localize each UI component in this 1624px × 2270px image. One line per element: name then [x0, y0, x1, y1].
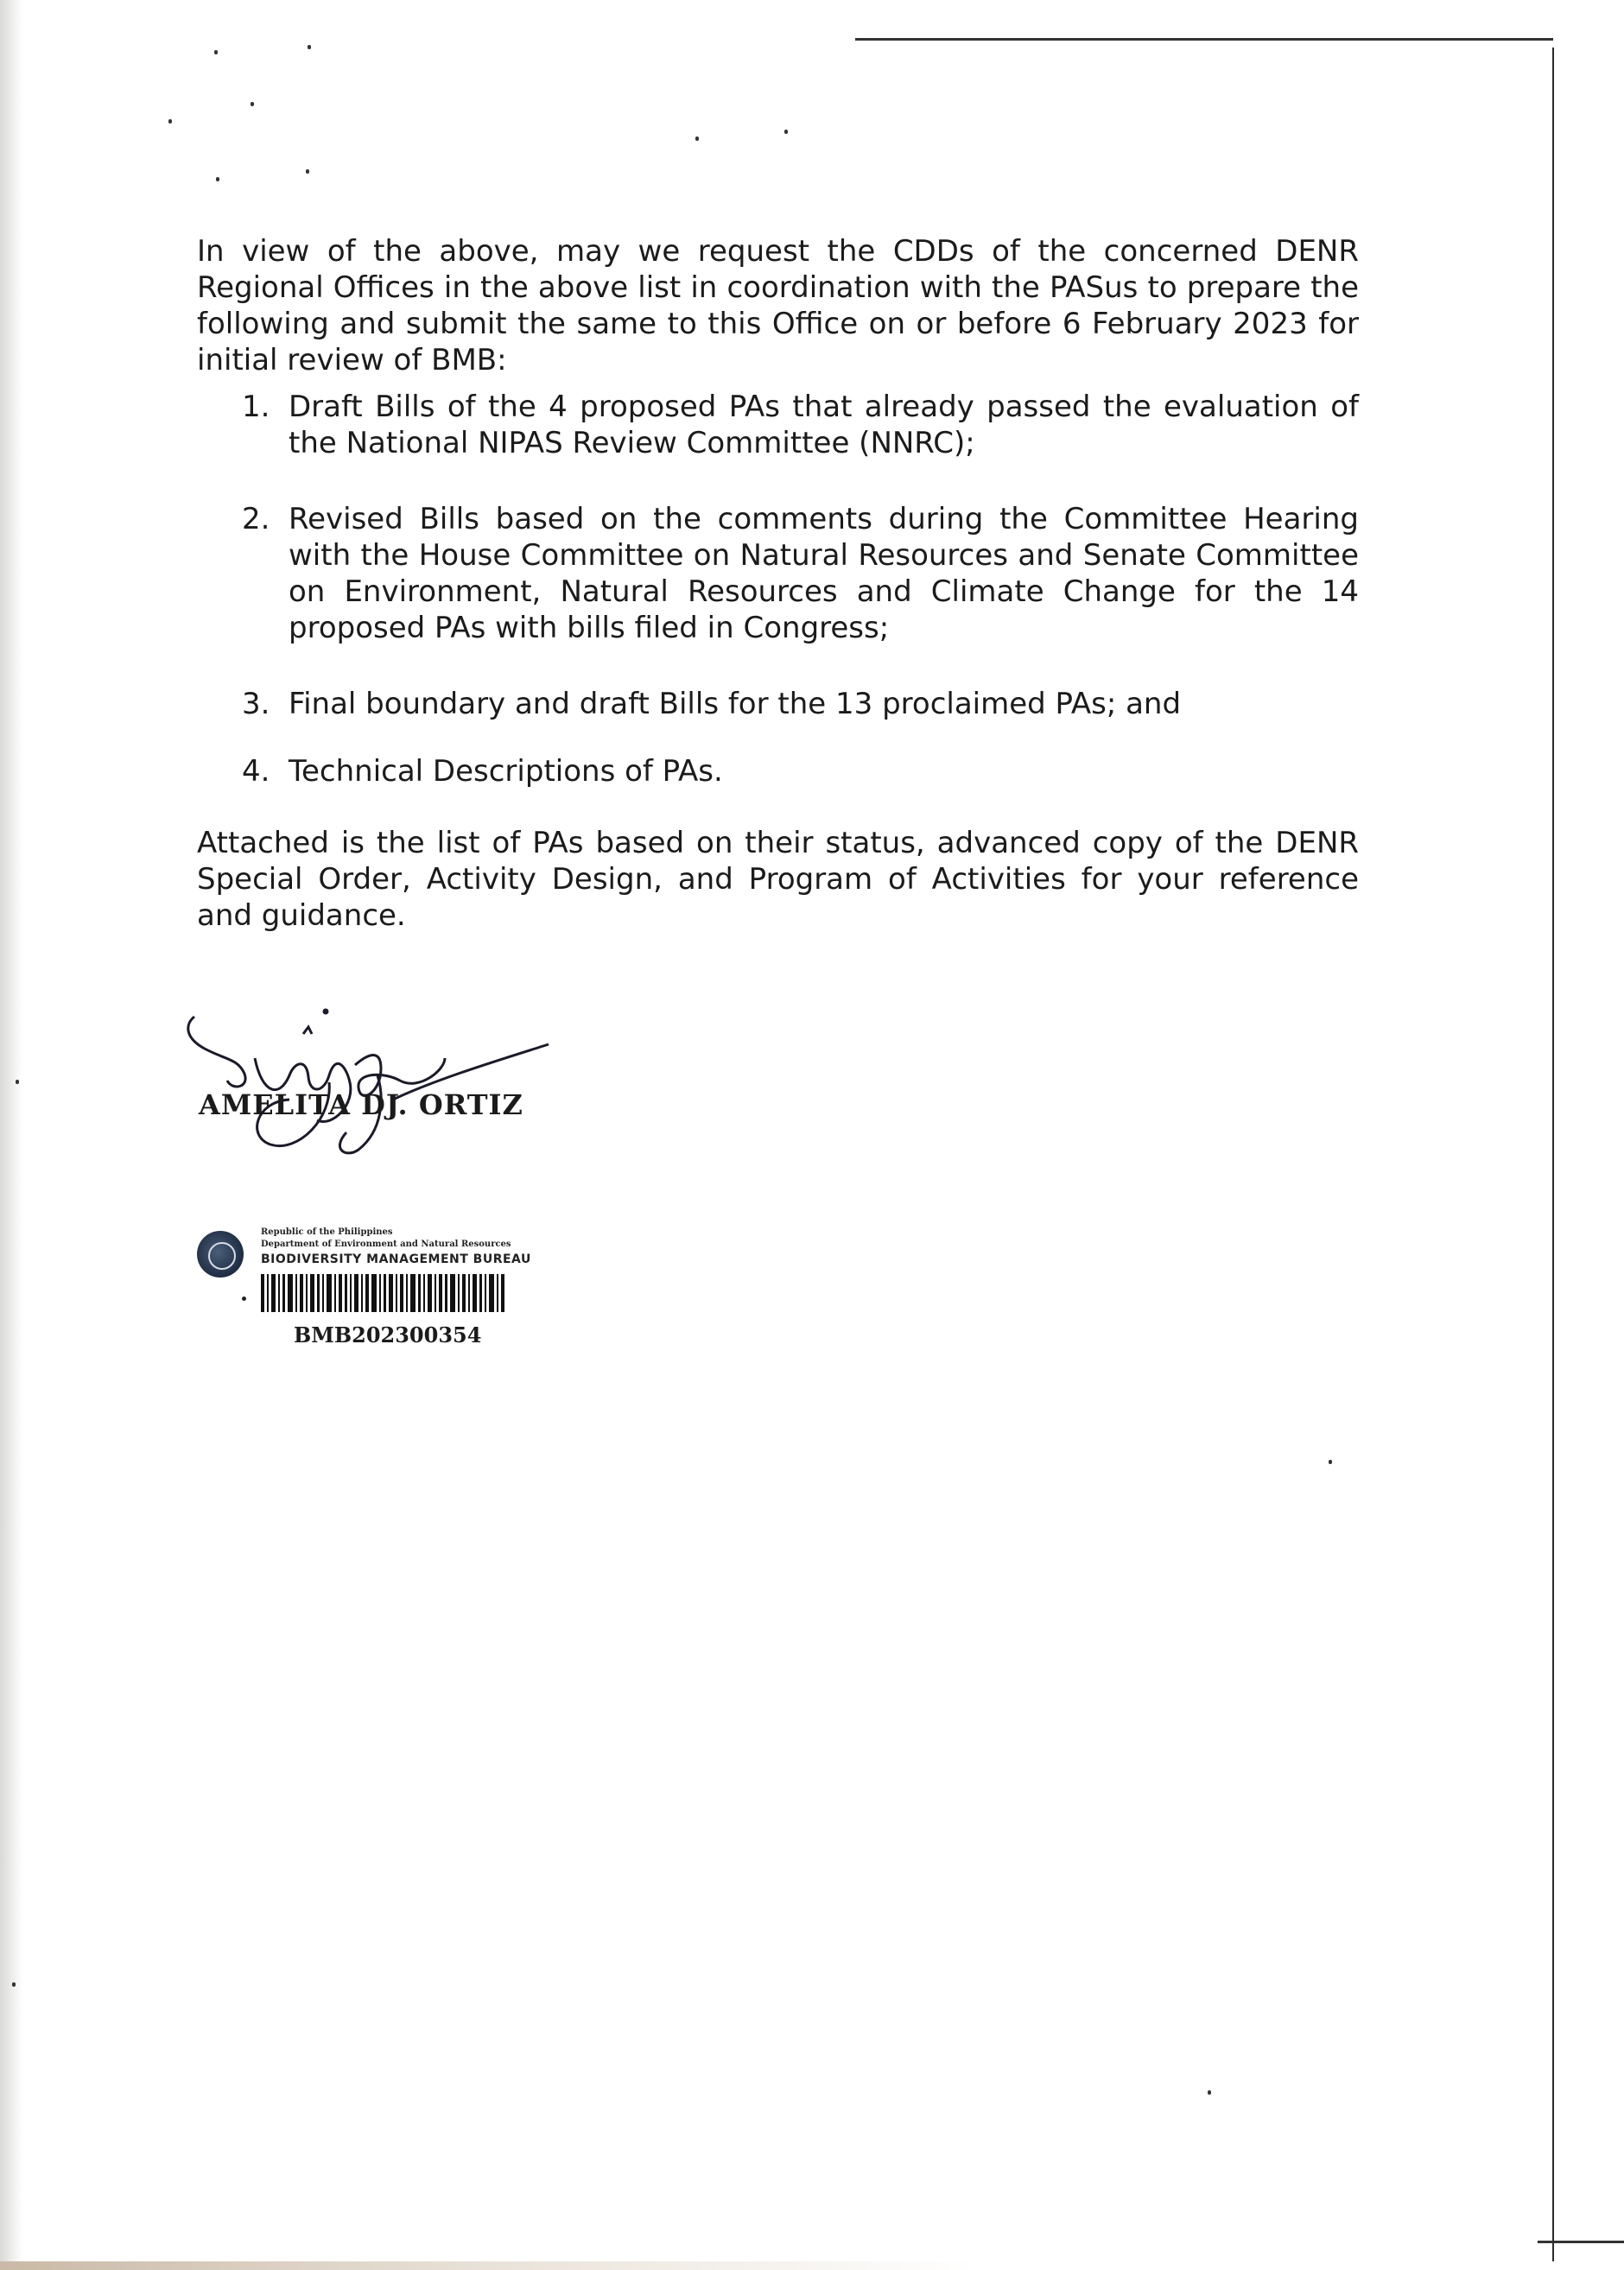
- barcode-number: BMB202300354: [294, 1322, 482, 1347]
- seal-ring: [208, 1242, 236, 1270]
- stamp-dot: [242, 1297, 246, 1301]
- top-rule: [855, 38, 1553, 41]
- list-item-number: 1.: [242, 390, 270, 424]
- list-item: [197, 686, 1359, 722]
- barcode-icon: [261, 1274, 504, 1312]
- signatory-name: AMELITA DJ. ORTIZ: [199, 1088, 523, 1121]
- bottom-rule: [1538, 2241, 1624, 2243]
- stamp-bureau: BIODIVERSITY MANAGEMENT BUREAU: [261, 1252, 531, 1266]
- scan-speck: [784, 130, 788, 134]
- scan-speck: [695, 136, 699, 141]
- handwritten-signature: [177, 998, 592, 1170]
- scan-speck: [12, 1982, 16, 1987]
- list-item-number: 4.: [242, 754, 270, 789]
- scan-speck: [16, 1080, 19, 1084]
- closing-paragraph: Attached is the list of PAs based on their status, advanced copy of the DENR Special Order, Activity Design, and Program of Activities for your reference and guidance.: [197, 826, 1359, 933]
- stamp-republic: Republic of the Philippines: [261, 1227, 393, 1237]
- list-item-text: Final boundary and draft Bills for the 13 proclaimed PAs; and: [289, 687, 1182, 721]
- right-margin-line: [1552, 48, 1554, 2270]
- scan-bottom-edge: [0, 2261, 1624, 2270]
- list-item-text: Draft Bills of the 4 proposed PAs that already passed the evaluation of the National NIPAS Review Committee (NNRC);: [289, 390, 1359, 460]
- scan-speck: [308, 45, 311, 49]
- list-item-number: 3.: [242, 687, 270, 721]
- request-list: [197, 389, 1359, 789]
- receiving-stamp: [197, 1222, 560, 1360]
- list-item: [197, 501, 1359, 646]
- list-item-text: Revised Bills based on the comments during the Committee Hearing with the House Committee on Natural Resources and Senate Committee on Environment, Natural Resources and Climate Change for the 14 proposed PAs with bills filed in Congress;: [289, 502, 1359, 645]
- scan-speck: [214, 50, 218, 54]
- list-item-number: 2.: [242, 502, 270, 536]
- scan-speck: [1208, 2090, 1211, 2095]
- list-item-text: Technical Descriptions of PAs.: [289, 754, 723, 789]
- list-item: [197, 389, 1359, 461]
- intro-paragraph: In view of the above, may we request the CDDs of the concerned DENR Regional Offices in the above list in coordination with the PASus to prepare the following and submit the same to this Office on or before 6 February 2023 for initial review of BMB:: [197, 234, 1359, 377]
- denr-seal-icon: [197, 1231, 244, 1278]
- scan-speck: [251, 102, 254, 106]
- scan-speck: [168, 119, 172, 124]
- scan-speck: [1329, 1460, 1332, 1464]
- stamp-department: Department of Environment and Natural Resources: [261, 1240, 511, 1249]
- scan-speck: [306, 169, 309, 174]
- scan-left-edge: [0, 0, 22, 2270]
- scan-speck: [216, 177, 219, 181]
- list-item: [197, 753, 1359, 789]
